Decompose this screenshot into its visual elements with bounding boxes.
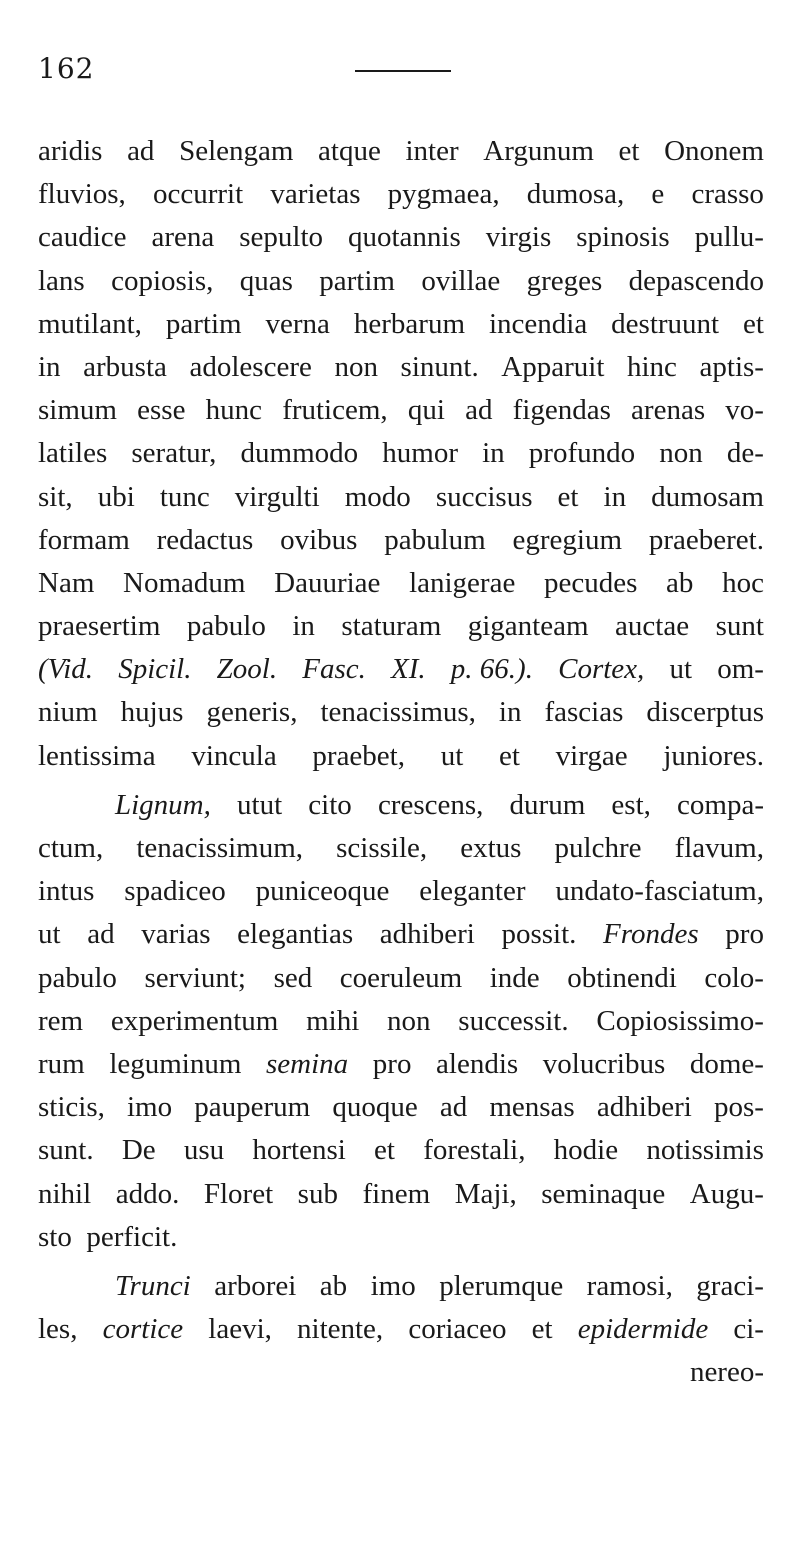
word: quas xyxy=(239,264,293,297)
word: fruticem, xyxy=(282,394,388,427)
word: arena xyxy=(151,221,215,254)
word: intus xyxy=(38,875,95,908)
word: laevi, xyxy=(208,1313,272,1346)
word: usu xyxy=(183,1134,225,1167)
word: pro xyxy=(372,1047,412,1080)
text-line xyxy=(38,1216,764,1259)
text-line xyxy=(38,957,764,1000)
word: latiles xyxy=(38,437,108,470)
text-line xyxy=(38,346,764,389)
word: ad xyxy=(465,394,493,427)
word: de- xyxy=(726,437,764,470)
word: incendia xyxy=(488,307,588,340)
word: flavum, xyxy=(674,832,764,864)
word: pulchre xyxy=(554,832,642,864)
text-line xyxy=(38,1043,764,1086)
word: sub xyxy=(297,1177,338,1210)
word: simum xyxy=(38,394,117,427)
word: adhiberi xyxy=(596,1091,692,1124)
text-line xyxy=(38,432,764,475)
word: succisus xyxy=(435,480,533,513)
word: ut xyxy=(669,653,693,686)
word: non xyxy=(334,350,378,383)
word: vincula xyxy=(191,739,277,772)
text-line xyxy=(38,1173,764,1216)
word: pos- xyxy=(713,1091,764,1124)
word: staturam xyxy=(341,610,442,643)
word: non xyxy=(387,1004,431,1037)
word: Floret xyxy=(203,1177,274,1210)
text-line xyxy=(38,1265,764,1308)
text-line xyxy=(38,260,764,303)
word: colo- xyxy=(704,961,764,994)
word: dummodo xyxy=(240,437,359,470)
word: p. 66.). xyxy=(450,653,533,686)
word: profundo xyxy=(528,437,636,470)
word: puniceoque xyxy=(255,875,390,908)
word: aridis xyxy=(38,135,103,167)
word: partim xyxy=(165,307,242,340)
text-line xyxy=(38,870,764,913)
word: Maji, xyxy=(454,1177,517,1210)
text-line xyxy=(38,913,764,956)
paragraph xyxy=(38,130,764,778)
word: ovibus xyxy=(280,523,358,556)
word: vo- xyxy=(725,394,764,427)
word: scissile, xyxy=(336,832,428,864)
text-line xyxy=(38,1086,764,1129)
word: in xyxy=(38,350,61,383)
page-number: 162 xyxy=(38,52,95,85)
word: Frondes xyxy=(603,918,699,951)
word: inde xyxy=(489,961,540,994)
word: dumosa, xyxy=(526,178,625,211)
text-line xyxy=(38,648,764,691)
word: ctum, xyxy=(38,832,104,864)
word: juniores. xyxy=(663,739,764,772)
word: rem xyxy=(38,1004,84,1037)
word: notissimis xyxy=(646,1134,764,1167)
word: hortensi xyxy=(252,1134,346,1167)
word: et xyxy=(531,1313,553,1346)
word: hinc xyxy=(626,350,677,383)
word: tenacissimum, xyxy=(136,832,304,864)
word: partim xyxy=(319,264,395,297)
word: greges xyxy=(526,264,603,297)
word: praebet, xyxy=(312,739,405,772)
word: inter xyxy=(405,135,459,167)
word: undato-fasciatum, xyxy=(555,875,764,908)
word: tenacissimus, xyxy=(320,696,476,729)
word: XI. xyxy=(391,653,426,686)
word: spinosis xyxy=(576,221,670,254)
word: hujus xyxy=(120,696,184,729)
word: virgis xyxy=(485,221,552,254)
text-line xyxy=(38,827,764,870)
word: occurrit xyxy=(152,178,244,211)
text-line xyxy=(38,173,764,216)
word: redactus xyxy=(156,523,254,556)
word: humor xyxy=(382,437,458,470)
word: ramosi, xyxy=(586,1269,673,1302)
word: herbarum xyxy=(353,307,466,340)
word: alendis xyxy=(436,1047,519,1080)
text-line xyxy=(38,562,764,605)
word: praeberet. xyxy=(648,523,764,556)
word: Ononem xyxy=(664,135,764,167)
text-line xyxy=(38,1000,764,1043)
word: successit. xyxy=(458,1004,569,1037)
word: extus xyxy=(460,832,522,864)
word: epidermide xyxy=(577,1313,709,1346)
text-line xyxy=(38,519,764,562)
word: possit. xyxy=(501,918,577,951)
word: pabulum xyxy=(384,523,486,556)
word: addo. xyxy=(115,1177,180,1210)
word: lentissima xyxy=(38,739,156,772)
word: seminaque xyxy=(541,1177,666,1210)
word: mihi xyxy=(306,1004,360,1037)
word: modo xyxy=(344,480,411,513)
word: discerptus xyxy=(646,696,764,729)
word: in xyxy=(603,480,627,513)
text-line xyxy=(38,1351,764,1394)
header-rule xyxy=(355,70,451,72)
word: virgae xyxy=(555,739,628,772)
word: pro xyxy=(725,918,764,951)
paragraph xyxy=(38,784,764,1259)
word: ad xyxy=(127,135,155,167)
paragraph xyxy=(38,1265,764,1395)
word: arborei xyxy=(214,1269,297,1302)
word: sunt. xyxy=(38,1134,94,1167)
word: qui xyxy=(407,394,445,427)
word: Argunum xyxy=(483,135,594,167)
word: sit, xyxy=(38,480,73,513)
word: tunc xyxy=(159,480,210,513)
word: pecudes xyxy=(543,566,638,599)
word: sinunt. xyxy=(400,350,479,383)
word: imo xyxy=(370,1269,416,1302)
word: experimentum xyxy=(110,1004,279,1037)
word: fluvios, xyxy=(38,178,126,211)
word: imo xyxy=(127,1091,173,1124)
word: varietas xyxy=(270,178,361,211)
word: caudice xyxy=(38,221,127,254)
word: nium xyxy=(38,696,98,729)
word: in xyxy=(292,610,315,643)
word: spadiceo xyxy=(124,875,226,908)
word: pygmaea, xyxy=(387,178,500,211)
word: sed xyxy=(273,961,313,994)
word: coriaceo xyxy=(408,1313,507,1346)
word: De xyxy=(121,1134,156,1167)
word: dumosam xyxy=(651,480,764,513)
word: pullu- xyxy=(694,221,764,254)
word: et xyxy=(374,1134,395,1167)
word: ubi xyxy=(97,480,135,513)
word: crescens, xyxy=(377,788,484,821)
word: forestali, xyxy=(423,1134,526,1167)
word: Nam xyxy=(38,566,95,599)
word: Lignum, xyxy=(115,788,211,821)
word: mensas xyxy=(489,1091,575,1124)
word: arenas xyxy=(631,394,706,427)
word: pabulo xyxy=(38,961,117,994)
word: plerumque xyxy=(439,1269,564,1302)
word: lans xyxy=(38,264,85,297)
word: obtinendi xyxy=(567,961,677,994)
word: ovillae xyxy=(421,264,501,297)
word: coeruleum xyxy=(339,961,463,994)
word: Augu- xyxy=(689,1177,764,1210)
word: Apparuit xyxy=(501,350,605,383)
word: Copiosissimo- xyxy=(596,1004,764,1037)
word: Zool. xyxy=(216,653,278,686)
word: ci- xyxy=(733,1313,764,1346)
word: Dauuriae xyxy=(274,566,381,599)
word: et xyxy=(618,135,640,167)
text-line xyxy=(38,389,764,432)
word: pauperum xyxy=(194,1091,311,1124)
word: praesertim xyxy=(38,610,161,643)
word: rum xyxy=(38,1047,85,1080)
text-line xyxy=(38,216,764,259)
word: in xyxy=(482,437,505,470)
text-line xyxy=(38,691,764,734)
word: Selengam xyxy=(179,135,294,167)
word: atque xyxy=(318,135,381,167)
word: est, xyxy=(611,788,651,821)
word: eleganter xyxy=(419,875,526,908)
word: crasso xyxy=(691,178,764,211)
word: adolescere xyxy=(189,350,312,383)
word: hunc xyxy=(205,394,263,427)
word: mutilant, xyxy=(38,307,142,340)
word: esse xyxy=(137,394,186,427)
word: adhiberi xyxy=(379,918,475,951)
word: quoque xyxy=(332,1091,418,1124)
text-line xyxy=(38,303,764,346)
word: nereo- xyxy=(689,1356,764,1389)
word: egregium xyxy=(512,523,623,556)
word: Trunci xyxy=(115,1269,191,1302)
word: serviunt; xyxy=(144,961,246,994)
word: destruunt xyxy=(611,307,720,340)
word: copiosis, xyxy=(111,264,214,297)
word: seratur, xyxy=(131,437,217,470)
word: durum xyxy=(509,788,586,821)
word: graci- xyxy=(696,1269,764,1302)
word: ut xyxy=(38,918,61,951)
word: sto xyxy=(38,1220,72,1253)
word: semina xyxy=(266,1047,349,1080)
word: figendas xyxy=(512,394,611,427)
word: dome- xyxy=(689,1047,764,1080)
word: ab xyxy=(666,566,694,599)
word: compa- xyxy=(677,788,764,821)
word: hoc xyxy=(722,566,764,599)
word: Fasc. xyxy=(302,653,366,686)
word: ut xyxy=(440,739,464,772)
word: finem xyxy=(362,1177,431,1210)
word: hodie xyxy=(553,1134,619,1167)
text-line xyxy=(38,130,764,173)
word: quotannis xyxy=(347,221,461,254)
word: auctae xyxy=(615,610,690,643)
word: (Vid. xyxy=(38,653,94,686)
text-line xyxy=(38,476,764,519)
body-text xyxy=(38,130,764,1394)
word: Cortex, xyxy=(558,653,645,686)
text-line xyxy=(38,605,764,648)
word: Nomadum xyxy=(123,566,246,599)
word: om- xyxy=(717,653,764,686)
word: volucribus xyxy=(542,1047,666,1080)
word: les, xyxy=(38,1313,78,1346)
word: perficit. xyxy=(86,1220,178,1253)
word: nihil xyxy=(38,1177,92,1210)
word: verna xyxy=(265,307,330,340)
word: virgulti xyxy=(234,480,320,513)
word: formam xyxy=(38,523,130,556)
text-line xyxy=(38,1129,764,1172)
word: in xyxy=(498,696,522,729)
word: cito xyxy=(308,788,352,821)
text-line xyxy=(38,1308,764,1351)
word: lanigerae xyxy=(409,566,516,599)
word: varias xyxy=(141,918,211,951)
word: Spicil. xyxy=(118,653,192,686)
word: nitente, xyxy=(297,1313,384,1346)
word: utut xyxy=(237,788,283,821)
word: sunt xyxy=(715,610,764,643)
word: elegantias xyxy=(237,918,354,951)
word: aptis- xyxy=(699,350,764,383)
word: cortice xyxy=(102,1313,184,1346)
word: e xyxy=(651,178,665,211)
word: giganteam xyxy=(467,610,589,643)
word: ad xyxy=(87,918,115,951)
text-line xyxy=(38,784,764,827)
word: et xyxy=(499,739,520,772)
word: sticis, xyxy=(38,1091,105,1124)
word: ad xyxy=(439,1091,468,1124)
word: depascendo xyxy=(628,264,764,297)
word: fascias xyxy=(544,696,624,729)
word: arbusta xyxy=(83,350,167,383)
word: et xyxy=(557,480,579,513)
word: generis, xyxy=(206,696,298,729)
word: sepulto xyxy=(239,221,324,254)
text-line xyxy=(38,735,764,778)
word: non xyxy=(659,437,703,470)
word: leguminum xyxy=(109,1047,242,1080)
word: pabulo xyxy=(186,610,266,643)
word: et xyxy=(743,307,764,340)
word: ab xyxy=(319,1269,348,1302)
